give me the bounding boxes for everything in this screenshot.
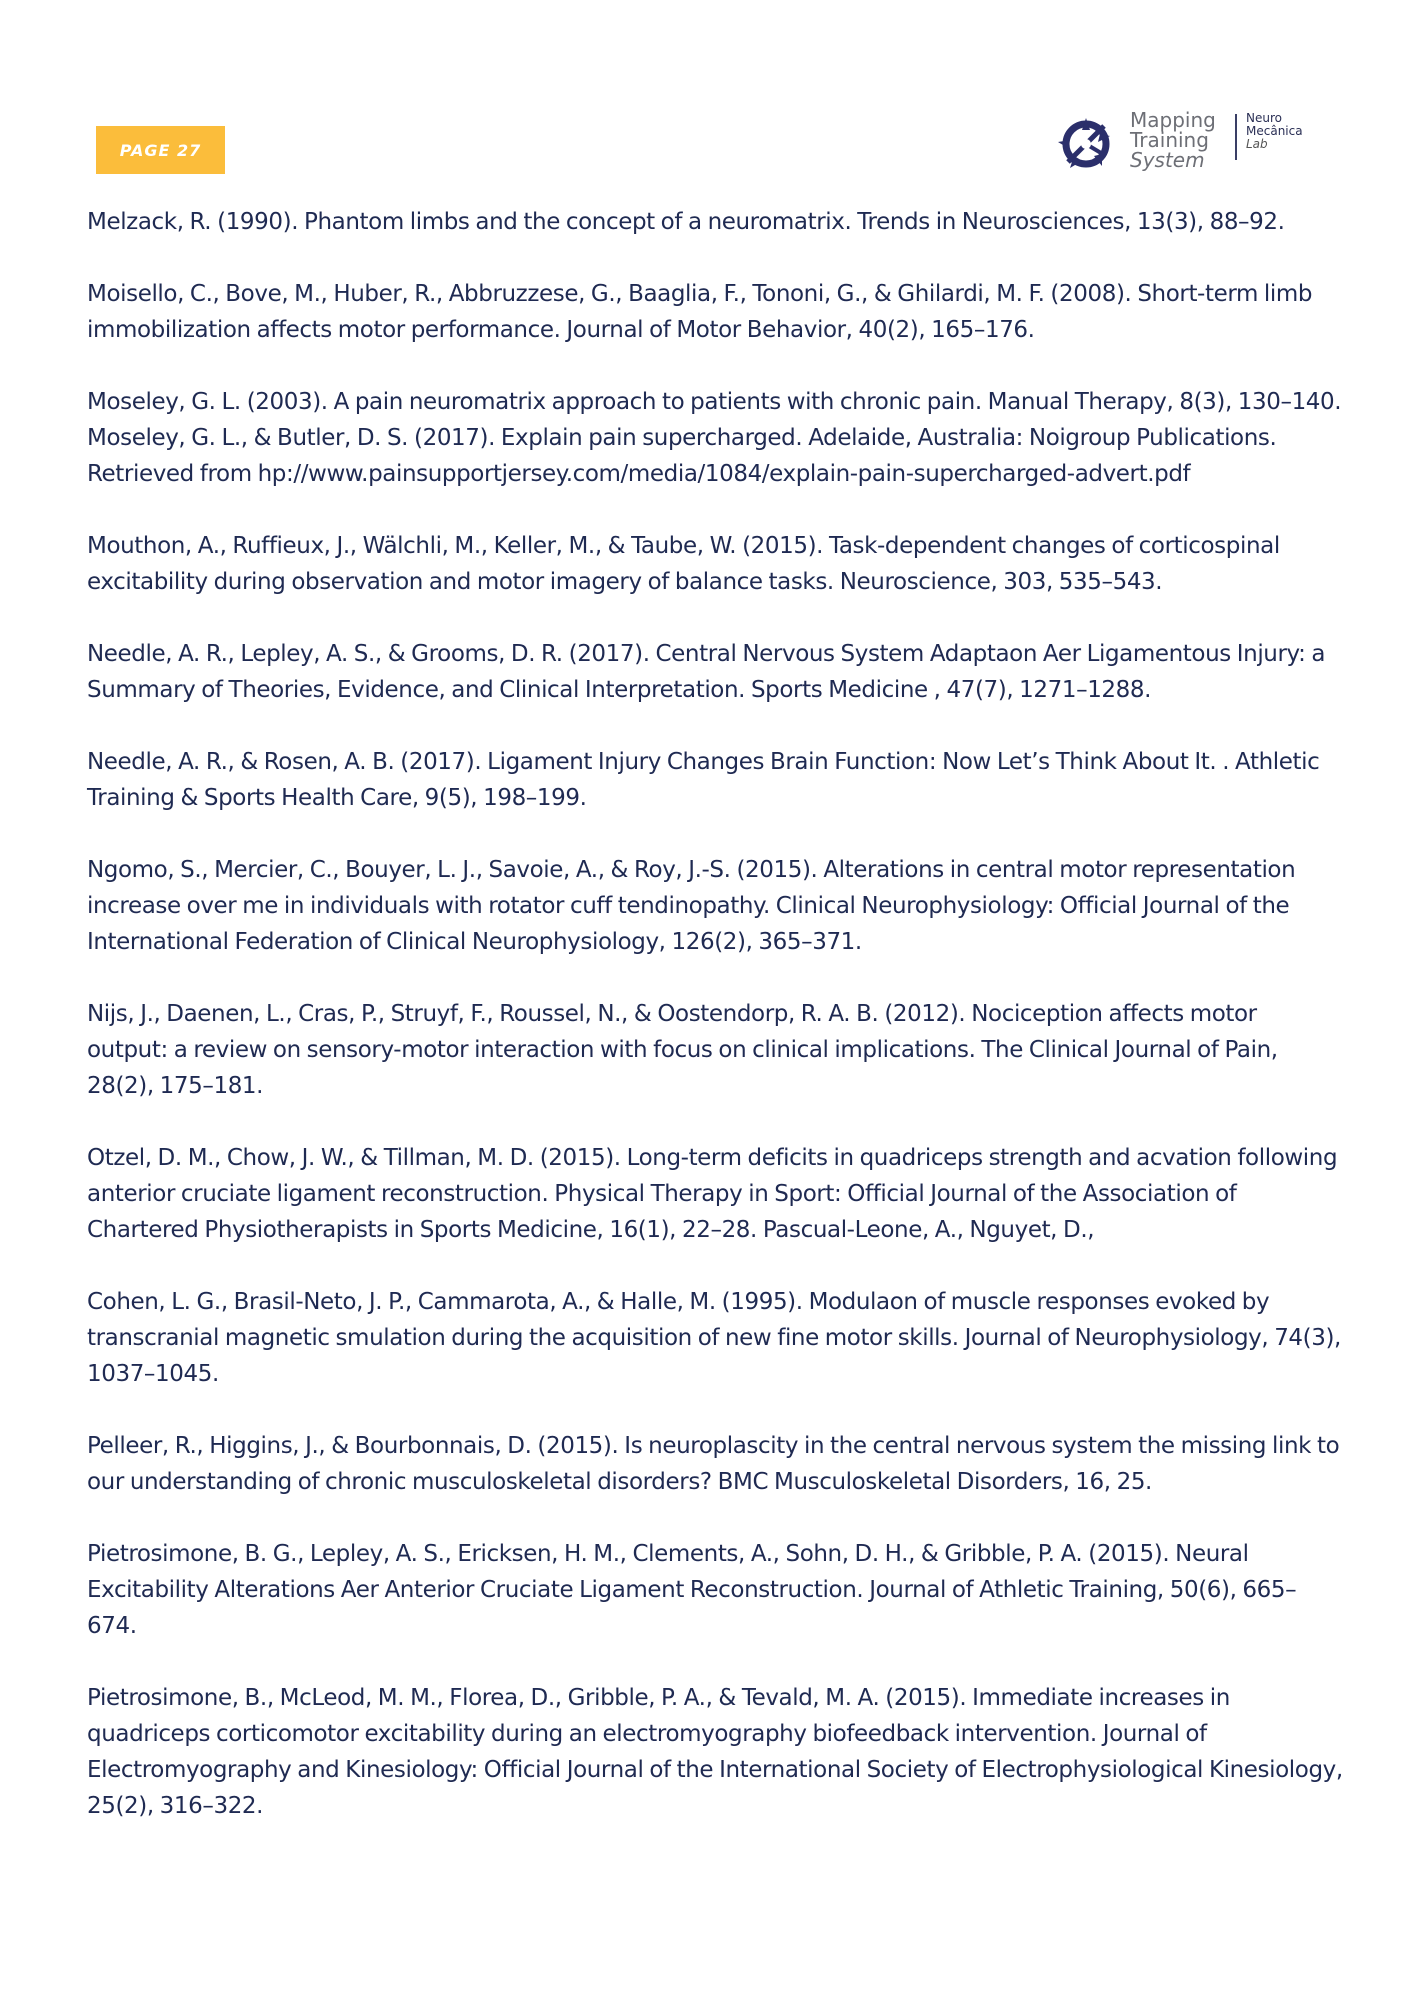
page-number-label: PAGE 27: [119, 140, 202, 160]
logo-title: [1130, 110, 1216, 170]
page-number-badge: [96, 126, 225, 174]
reference-item: Moisello, C., Bove, M., Huber, R., Abbruzzese, G., Baaglia, F., Tononi, G., & Ghilardi, M. F. (2008). Short-term limb immobilization affects motor performance. Journal of Motor Behavior, 40(2), 165–176.: [87, 281, 1313, 343]
reference-item: Melzack, R. (1990). Phantom limbs and the concept of a neuromatrix. Trends in Neurosciences, 13(3), 88–92.: [87, 209, 1285, 235]
logo-line-2: Training: [1130, 128, 1209, 152]
reference-item: Ngomo, S., Mercier, C., Bouyer, L. J., Savoie, A., & Roy, J.-S. (2015). Alterations in central motor representation increase over me in individuals with rotator cuff tendinopathy. Clinical Neurophysiology: Official Journal of the International Federation of Clinical Neurophysiology, 126(2), 365–371.: [87, 857, 1296, 955]
reference-item: Otzel, D. M., Chow, J. W., & Tillman, M. D. (2015). Long-term deficits in quadriceps strength and acvation following anterior cruciate ligament reconstruction. Physical Therapy in Sport: Official Journal of the Association of Chartered Physiotherapists in Sports Medicine, 16(1), 22–28. Pascual-Leone, A., Nguyet, D.,: [87, 1145, 1338, 1243]
logo-divider: [1235, 114, 1237, 160]
mapping-training-system-logo: [1052, 108, 1322, 174]
reference-item: Mouthon, A., Ruffieux, J., Wälchli, M., Keller, M., & Taube, W. (2015). Task-dependent changes of corticospinal excitability during observation and motor imagery of balance tasks. Neuroscience, 303, 535–543.: [87, 533, 1280, 595]
logo-sub-line-2: Mecânica: [1246, 124, 1303, 138]
reference-item: Pelleer, R., Higgins, J., & Bourbonnais, D. (2015). Is neuroplascity in the central nervous system the missing link to our understanding of chronic musculoskeletal disorders? BMC Musculoskeletal Disorders, 16, 25.: [87, 1433, 1340, 1495]
reference-item: Needle, A. R., Lepley, A. S., & Grooms, D. R. (2017). Central Nervous System Adaptaon Aer Ligamentous Injury: a Summary of Theories, Evidence, and Clinical Interpretation. Sports Medicine , 47(7), 1271–1288.: [87, 641, 1326, 703]
logo-subtitle: [1246, 112, 1303, 151]
reference-item: Pietrosimone, B., McLeod, M. M., Florea, D., Gribble, P. A., & Tevald, M. A. (2015). Immediate increases in quadriceps corticomotor excitability during an electromyography biofeedback intervention. Journal of Electromyography and Kinesiology: Official Journal of the International Society of Electrophysiological Kinesiology, 25(2), 316–322.: [87, 1685, 1343, 1819]
reference-item: Needle, A. R., & Rosen, A. B. (2017). Ligament Injury Changes Brain Function: Now Let’s Think About It. . Athletic Training & Sports Health Care, 9(5), 198–199.: [87, 749, 1320, 811]
logo-line-1: Mapping: [1130, 108, 1216, 132]
reference-item: Pietrosimone, B. G., Lepley, A. S., Ericksen, H. M., Clements, A., Sohn, D. H., & Gribble, P. A. (2015). Neural Excitability Alterations Aer Anterior Cruciate Ligament Reconstruction. Journal of Athletic Training, 50(6), 665–674.: [87, 1541, 1297, 1639]
logo-sub-line-3: Lab: [1246, 137, 1268, 151]
logo-line-3: System: [1130, 148, 1205, 172]
reference-list: [87, 204, 1343, 1860]
logo-sub-line-1: Neuro: [1246, 111, 1282, 125]
reference-item: Nijs, J., Daenen, L., Cras, P., Struyf, F., Roussel, N., & Oostendorp, R. A. B. (2012). Nociception affects motor output: a review on sensory-motor interaction with focus on clinical implications. The Clinical Journal of Pain, 28(2), 175–181.: [87, 1001, 1278, 1099]
reference-item: Moseley, G. L. (2003). A pain neuromatrix approach to patients with chronic pain. Manual Therapy, 8(3), 130–140. Moseley, G. L., & Butler, D. S. (2017). Explain pain supercharged. Adelaide, Australia: Noigroup Publications. Retrieved from hp://www.painsupportjersey.com/media/1084/explain-pain-supercharged-advert.pdf: [87, 389, 1342, 487]
reference-item: Cohen, L. G., Brasil-Neto, J. P., Cammarota, A., & Halle, M. (1995). Modulaon of muscle responses evoked by transcranial magnetic smulation during the acquisition of new fine motor skills. Journal of Neurophysiology, 74(3), 1037–1045.: [87, 1289, 1341, 1387]
logo-wheel-icon: [1052, 112, 1118, 174]
